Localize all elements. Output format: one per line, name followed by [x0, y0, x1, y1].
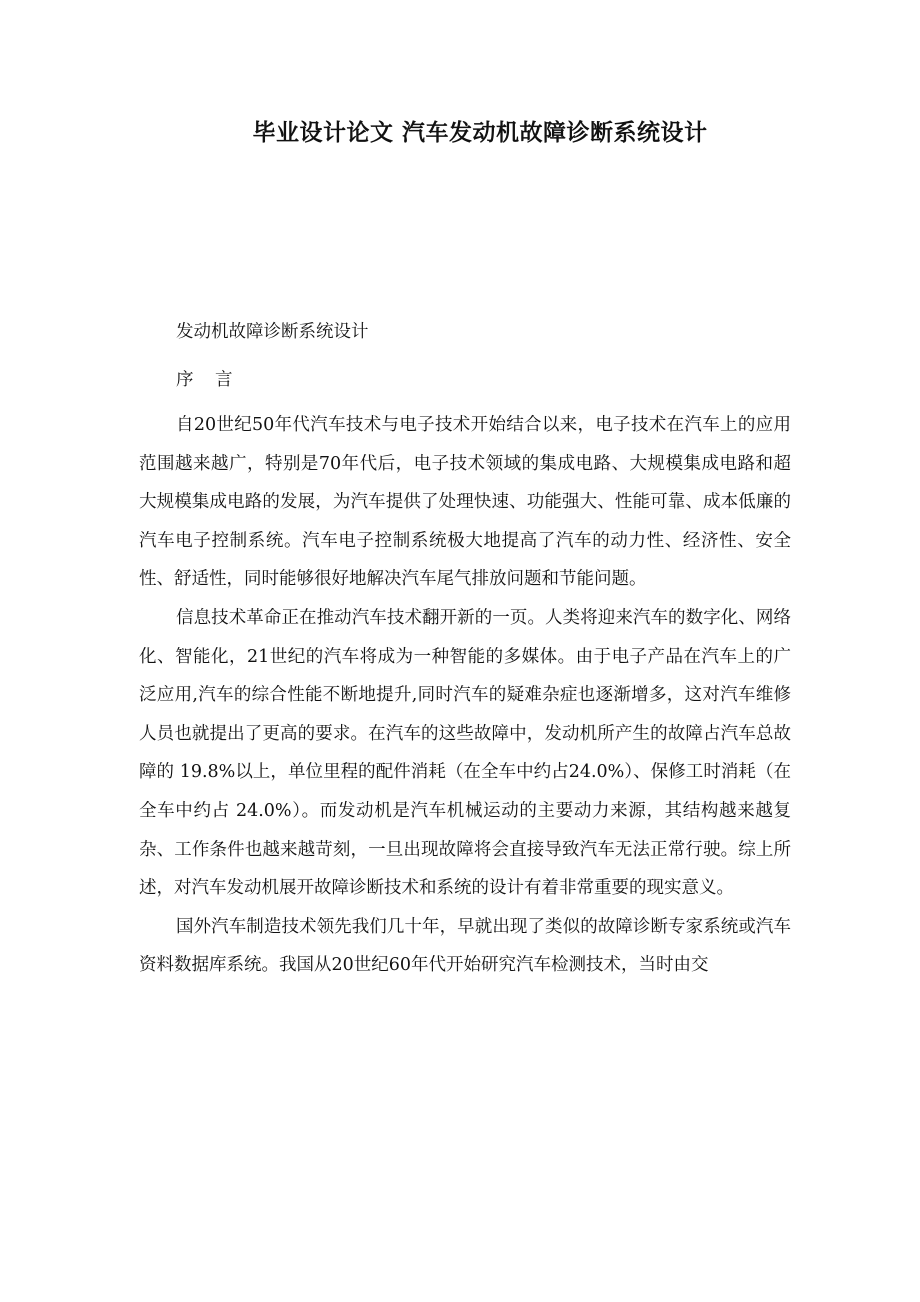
section-subtitle: 发动机故障诊断系统设计 — [176, 322, 369, 342]
preface-heading: 序 言 — [176, 370, 235, 390]
paragraph-3: 国外汽车制造技术领先我们几十年，早就出现了类似的故障诊断专家系统或汽车资料数据库系统。我国从20世纪60年代开始研究汽车检测技术，当时由交 — [139, 916, 791, 976]
body-text — [139, 406, 791, 985]
paragraph-2: 信息技术革命正在推动汽车技术翻开新的一页。人类将迎来汽车的数字化、网络化、智能化，21世纪的汽车将成为一种智能的多媒体。由于电子产品在汽车上的广泛应用,汽车的综合性能不断地提升,同时汽车的疑难杂症也逐渐增多，这对汽车维修人员也就提出了更高的要求。在汽车的这些故障中，发动机所产生的故障占汽车总故障的 19.8%以上，单位里程的配件消耗（在全车中约占24.0%）、保修工时消耗（在全车中约占 24.0%）。而发动机是汽车机械运动的主要动力来源，其结构越来越复杂、工作条件也越来越苛刻，一旦出现故障将会直接导致汽车无法正常行驶。综上所述，对汽车发动机展开故障诊断技术和系统的设计有着非常重要的现实意义。 — [139, 607, 791, 899]
paragraph-1: 自20世纪50年代汽车技术与电子技术开始结合以来，电子技术在汽车上的应用范围越来越广，特别是70年代后，电子技术领域的集成电路、大规模集成电路和超大规模集成电路的发展，为汽车提供了处理快速、功能强大、性能可靠、成本低廉的汽车电子控制系统。汽车电子控制系统极大地提高了汽车的动力性、经济性、安全性、舒适性，同时能够很好地解决汽车尾气排放问题和节能问题。 — [139, 415, 791, 590]
document-title: 毕业设计论文 汽车发动机故障诊断系统设计 — [252, 120, 708, 146]
